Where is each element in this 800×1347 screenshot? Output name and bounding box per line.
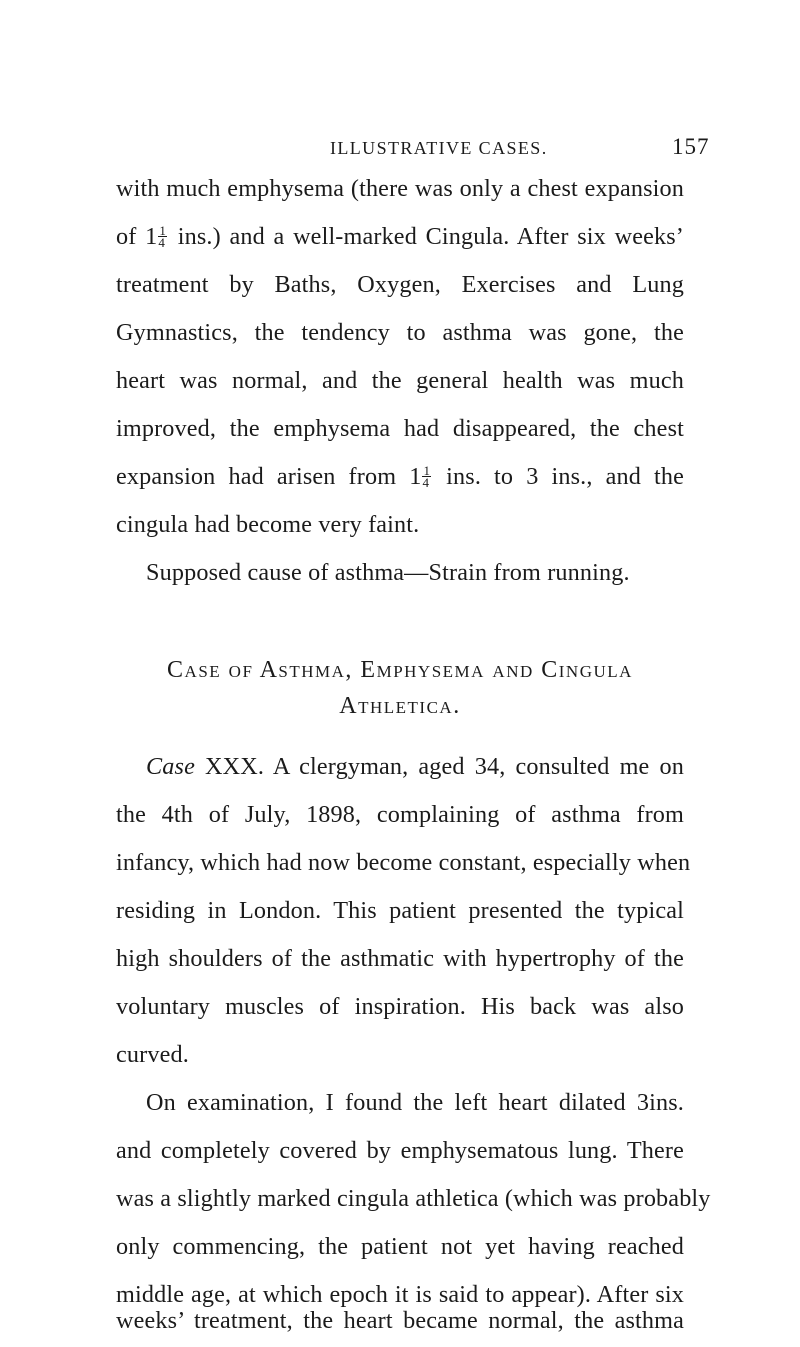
paragraph-3-line-1	[146, 752, 684, 782]
fraction-numerator: 1	[159, 222, 167, 238]
fraction-numerator: 1	[423, 462, 431, 478]
fraction-quarter	[158, 222, 167, 250]
paragraph-4-line-2: and completely covered by emphysematous lung. There	[116, 1137, 684, 1164]
paragraph-4-line-4: only commencing, the patient not yet having reached	[116, 1233, 684, 1260]
paragraph-1-line-2	[116, 222, 684, 252]
paragraph-1-line-7	[116, 462, 684, 492]
fraction-denominator: 4	[158, 234, 166, 250]
paragraph-1-line-8: cingula had become very faint.	[116, 511, 420, 538]
paragraph-4-line-6: weeks’ treatment, the heart became normal, the asthma	[116, 1307, 684, 1334]
case-label: Case	[146, 753, 195, 780]
text-segment: expansion had arisen from 1	[116, 463, 422, 490]
paragraph-1-line-6: improved, the emphysema had disappeared, the chest	[116, 415, 684, 442]
section-heading-line-2: Athletica.	[339, 693, 461, 719]
paragraph-3-line-5: high shoulders of the asthmatic with hypertrophy of the	[116, 945, 684, 972]
paragraph-4-line-1: On examination, I found the left heart dilated 3ins.	[146, 1089, 684, 1116]
paragraph-4-line-5: middle age, at which epoch it is said to appear). After six	[116, 1281, 684, 1308]
fraction-denominator: 4	[422, 474, 430, 490]
paragraph-1-line-1: with much emphysema (there was only a chest expansion	[116, 175, 684, 202]
paragraph-1-line-5: heart was normal, and the general health was much	[116, 367, 684, 394]
paragraph-1-line-4: Gymnastics, the tendency to asthma was gone, the	[116, 319, 684, 346]
section-heading-line-1: Case of Asthma, Emphysema and Cingula	[167, 657, 633, 683]
paragraph-3-line-7: curved.	[116, 1041, 189, 1068]
paragraph-4-line-3: was a slightly marked cingula athletica (which was probably	[116, 1185, 711, 1212]
running-head	[0, 132, 800, 168]
text-segment: XXX. A clergyman, aged 34, consulted me on	[194, 753, 684, 780]
paragraph-3-line-4: residing in London. This patient presented the typical	[116, 897, 684, 924]
paragraph-3-line-3: infancy, which had now become constant, especially when	[116, 849, 691, 876]
running-title: ILLUSTRATIVE CASES.	[330, 138, 548, 158]
page-number: 157	[672, 134, 710, 159]
text-segment: of 1	[116, 223, 158, 250]
paragraph-2-line-1: Supposed cause of asthma—Strain from running.	[146, 559, 630, 586]
text-segment: ins. to 3 ins., and the	[433, 463, 684, 490]
paragraph-1-line-3: treatment by Baths, Oxygen, Exercises and Lung	[116, 271, 684, 298]
fraction-quarter	[422, 462, 431, 490]
paragraph-3-line-6: voluntary muscles of inspiration. His back was also	[116, 993, 684, 1020]
text-segment: ins.) and a well-marked Cingula. After six weeks’	[169, 223, 684, 250]
paragraph-3-line-2: the 4th of July, 1898, complaining of asthma from	[116, 801, 684, 828]
